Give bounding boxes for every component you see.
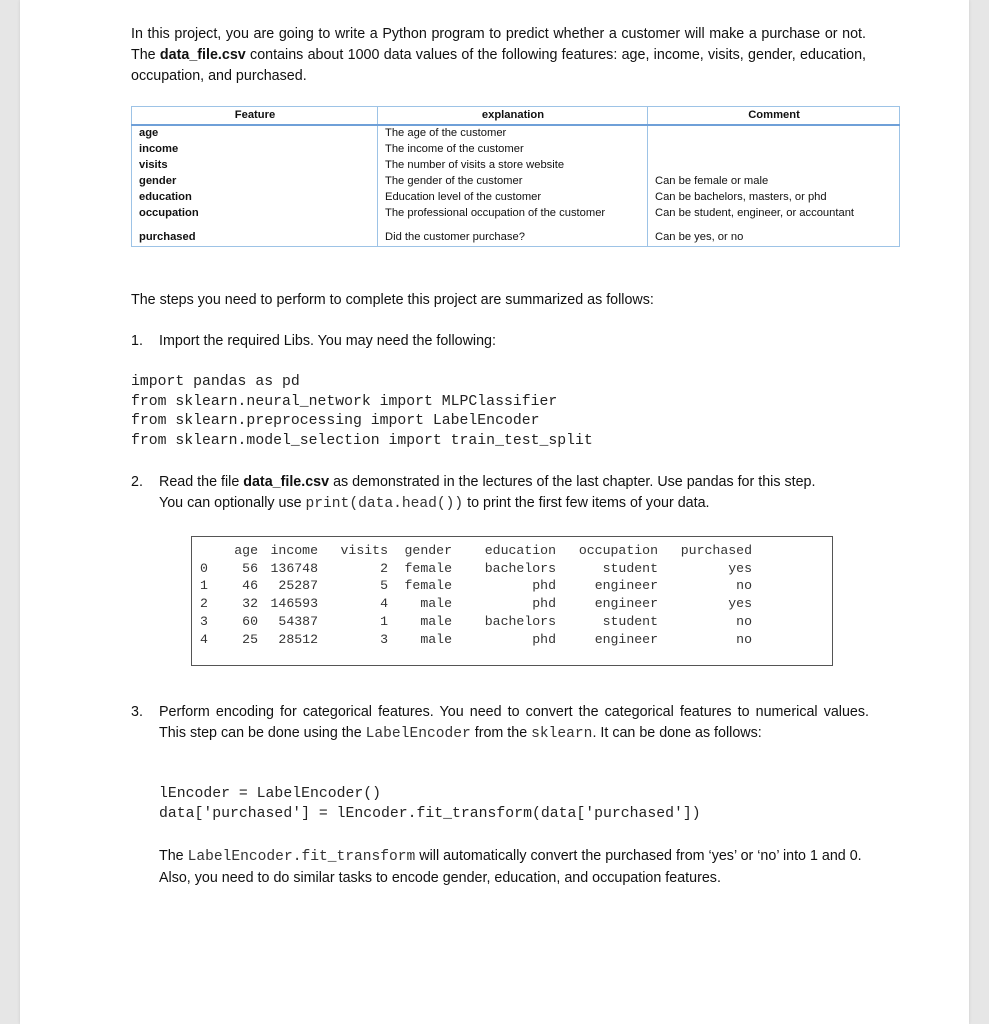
dataframe-row [200, 577, 752, 595]
features-table [131, 106, 900, 247]
features-cell-feature: education [132, 190, 378, 206]
dataframe-cell: engineer [594, 596, 658, 612]
dataframe-cell: 25287 [278, 578, 318, 594]
dataframe-cell: 146593 [270, 596, 318, 612]
step-3 [131, 702, 869, 745]
step-3-explanation [159, 846, 869, 889]
step-1 [131, 331, 871, 352]
dataframe-output-box [191, 536, 833, 666]
header-feature: Feature [132, 107, 378, 126]
step-3-inline-code-1: LabelEncoder [365, 726, 471, 742]
code-line: from sklearn.model_selection import train_test_split [131, 432, 593, 449]
dataframe-table [200, 542, 752, 648]
intro-filename: data_file.csv [159, 47, 246, 63]
dataframe-cell: 4 [380, 596, 388, 612]
dataframe-cell: 54387 [278, 613, 318, 629]
dataframe-cell: 3 [380, 631, 388, 647]
dataframe-col-header: age [234, 543, 258, 558]
features-cell-feature: age [132, 125, 378, 142]
dataframe-cell: student [602, 560, 658, 576]
dataframe-cell: 1 [380, 613, 388, 629]
dataframe-cell: engineer [594, 631, 658, 647]
features-table-row [132, 158, 900, 174]
step-2-text-1: Read the file [159, 474, 244, 490]
dataframe-cell: 60 [242, 613, 258, 629]
dataframe-cell: phd [532, 631, 556, 647]
features-cell-explanation: The professional occupation of the customer [378, 206, 648, 222]
code-line: from sklearn.preprocessing import LabelEncoder [131, 413, 540, 429]
dataframe-row [200, 595, 752, 613]
step-3-text-1: Perform encoding for categorical features. You need to convert the categorical features to numerical values. This step can be done using the [159, 704, 869, 741]
dataframe-row [200, 560, 752, 578]
features-table-row [132, 222, 900, 247]
dataframe-col-header: income [270, 543, 318, 558]
features-cell-comment: Can be female or male [648, 174, 900, 190]
step-3-code [159, 785, 701, 824]
dataframe-cell: 4 [200, 631, 208, 647]
dataframe-row [200, 631, 752, 649]
step-3-text-2: from the [470, 725, 532, 741]
dataframe-cell: 0 [200, 560, 208, 576]
step-1-code [131, 373, 593, 451]
dataframe-cell: phd [532, 596, 556, 612]
dataframe-col-header: visits [340, 543, 388, 558]
dataframe-cell: 46 [242, 578, 258, 594]
step-2-text-2: as demonstrated in the lectures of the last chapter. Use pandas for this step. [329, 474, 816, 490]
features-cell-explanation: Education level of the customer [378, 190, 648, 206]
step-1-text: Import the required Libs. You may need the following: [159, 333, 496, 349]
features-cell-feature: occupation [132, 206, 378, 222]
step-2-number: 2. [131, 474, 143, 490]
dataframe-cell: no [736, 631, 752, 647]
step-1-number: 1. [131, 333, 143, 349]
features-table-row [132, 190, 900, 206]
step-3-expl-inline-code: LabelEncoder.fit_transform [187, 849, 416, 865]
dataframe-cell: male [420, 596, 452, 612]
dataframe-col-header: occupation [578, 543, 658, 558]
step-3-number: 3. [131, 704, 143, 720]
dataframe-cell: student [602, 613, 658, 629]
dataframe-row [200, 613, 752, 631]
step-3-text-3: . It can be done as follows: [592, 725, 762, 741]
features-table-row [132, 174, 900, 190]
header-comment: Comment [648, 107, 900, 126]
dataframe-cell: 3 [200, 613, 208, 629]
intro-text-2: contains about 1000 data values of the following features: age, income, visits, gender, education, occupation, and purchased. [131, 47, 866, 84]
step-3-expl-text-2: will automatically convert the purchased from ‘yes’ or ‘no’ into 1 and 0. Also, you need to do similar tasks to encode gender, education, and occupation features. [159, 848, 862, 886]
intro-paragraph [131, 24, 866, 87]
document-page [20, 0, 969, 1024]
dataframe-cell: phd [532, 578, 556, 594]
dataframe-col-header: education [484, 543, 556, 558]
dataframe-cell: 32 [242, 596, 258, 612]
dataframe-cell: 56 [242, 560, 258, 576]
step-2-text-3: You can optionally use [159, 495, 306, 511]
code-line: from sklearn.neural_network import MLPClassifier [131, 393, 558, 410]
dataframe-cell: 25 [242, 631, 258, 647]
features-cell-explanation: Did the customer purchase? [378, 222, 648, 247]
features-cell-feature: purchased [132, 222, 378, 247]
step-2 [131, 472, 869, 515]
features-cell-comment [648, 158, 900, 174]
features-table-row [132, 125, 900, 142]
features-cell-feature: income [132, 142, 378, 158]
dataframe-cell: 28512 [278, 631, 318, 647]
dataframe-cell: female [404, 578, 452, 594]
step-3-expl-text-1: The [159, 848, 188, 864]
dataframe-col-header: purchased [680, 543, 752, 558]
features-cell-explanation: The gender of the customer [378, 174, 648, 190]
dataframe-cell: yes [728, 596, 752, 612]
intro-text-1: In this project, you are going to write a Python program to predict whether a customer will make a purchase or not. The [131, 26, 866, 63]
code-line: lEncoder = LabelEncoder() [159, 786, 381, 802]
header-explanation: explanation [378, 107, 648, 126]
features-cell-explanation: The age of the customer [378, 125, 648, 142]
dataframe-cell: 136748 [270, 560, 318, 576]
dataframe-cell: 2 [380, 560, 388, 576]
step-3-inline-code-2: sklearn [531, 726, 593, 742]
features-cell-comment [648, 125, 900, 142]
features-cell-comment: Can be student, engineer, or accountant [648, 206, 900, 222]
dataframe-cell: 1 [200, 578, 208, 594]
dataframe-cell: engineer [594, 578, 658, 594]
step-2-text-4: to print the first few items of your data. [463, 495, 710, 511]
dataframe-cell: female [404, 560, 452, 576]
dataframe-cell: bachelors [484, 613, 556, 629]
code-line: data['purchased'] = lEncoder.fit_transform(data['purchased']) [159, 805, 701, 822]
features-cell-comment [648, 142, 900, 158]
features-cell-explanation: The income of the customer [378, 142, 648, 158]
step-2-filename: data_file.csv [243, 474, 330, 490]
dataframe-cell: no [736, 613, 752, 629]
features-cell-feature: visits [132, 158, 378, 174]
features-table-row [132, 206, 900, 222]
dataframe-cell: 5 [380, 578, 388, 594]
features-table-header [132, 107, 900, 126]
dataframe-cell: no [736, 578, 752, 594]
features-cell-explanation: The number of visits a store website [378, 158, 648, 174]
dataframe-cell: 2 [200, 596, 208, 612]
dataframe-cell: bachelors [484, 560, 556, 576]
features-table-row [132, 142, 900, 158]
code-line: import pandas as pd [131, 374, 300, 390]
dataframe-col-header: gender [404, 543, 452, 558]
features-cell-comment: Can be yes, or no [648, 222, 900, 247]
dataframe-cell: male [420, 631, 452, 647]
dataframe-col-header [200, 542, 214, 560]
dataframe-header [200, 542, 752, 560]
steps-intro: The steps you need to perform to complete this project are summarized as follows: [131, 292, 654, 308]
dataframe-cell: yes [728, 560, 752, 576]
features-cell-feature: gender [132, 174, 378, 190]
dataframe-cell: male [420, 613, 452, 629]
step-2-inline-code: print(data.head()) [305, 496, 464, 512]
features-cell-comment: Can be bachelors, masters, or phd [648, 190, 900, 206]
